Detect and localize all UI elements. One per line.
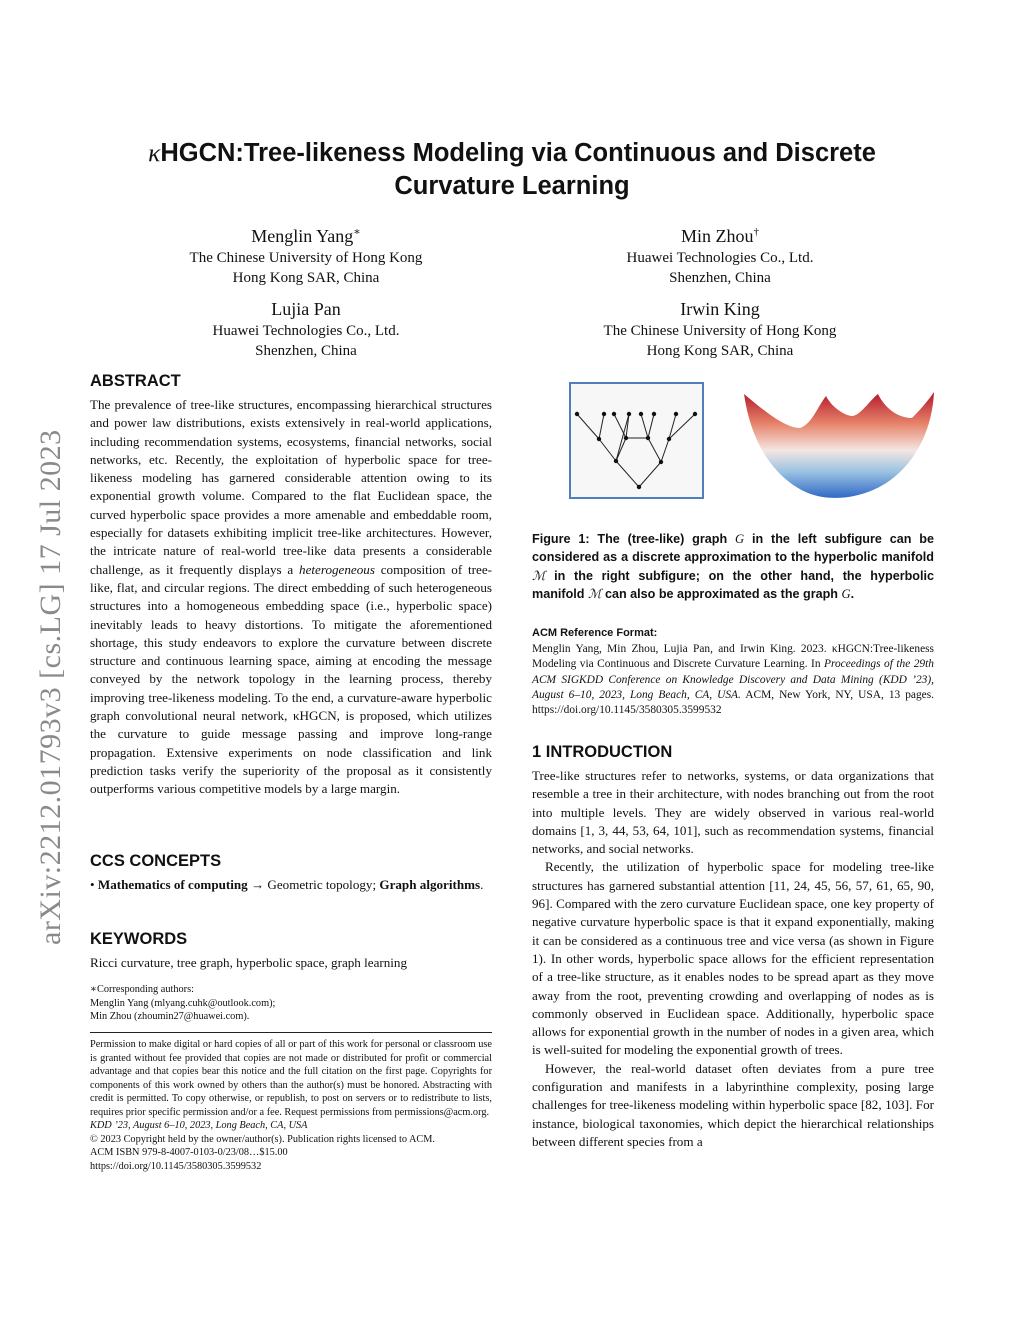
author-block <box>540 220 900 288</box>
author-affiliation: Huawei Technologies Co., Ltd. <box>212 323 400 339</box>
abstract-text-1: The prevalence of tree-like structures, encompassing hierarchical structures and power law distributions, exists extensively in real-world applications, including recommendation systems, ecosystems, financial networks, social networks, etc. Recently, the exploitation of hyperbolic space for tree-likeness modeling has garnered considerable attention owing to its exponential growth volume. Compared to the flat Euclidean space, the curved hyperbolic space provides a more amenable and embeddable room, especially for datasets exhibiting implicit tree-like architectures. However, the intricate nature of real-world tree-like data presents a considerable challenge, as it frequently displays a <box>90 397 492 577</box>
title-line2: Curvature Learning <box>394 172 630 200</box>
ccs-body <box>90 876 492 894</box>
ccs-term: Geometric topology; <box>267 877 377 892</box>
ccs-term: Mathematics of computing <box>97 877 248 892</box>
hyperbolic-manifold-figure <box>742 388 936 500</box>
acm-reference-text <box>532 642 934 718</box>
caption-symbol: ℳ <box>532 568 546 583</box>
caption-symbol: G <box>841 586 851 601</box>
abstract-text-2: composition of tree-like, flat, and circular regions. The direct embedding of such heterogeneous structures into a homogeneous embedding space (i.e., hyperbolic space) inevitably leads to heavy distortions. To mitigate the aforementioned shortage, this study endeavors to explore the curvature between discrete structure and continuous learning space, aiming at encoding the message conveyed by the network topology in the learning process, thereby improving tree-likeness modeling. To the end, a curvature-aware hyperbolic graph convolutional neural network, κHGCN, is proposed, which utilizes the curvature to guide message passing and improve long-range propagation. Extensive experiments on node classification and link prediction tasks verify the superiority of the proposal as it consistently outperforms various competitive models by a large margin. <box>90 561 492 797</box>
footnote-rule <box>90 1032 492 1033</box>
author-name: Lujia Pan <box>271 299 341 319</box>
caption-text: in the right subfigure; on the other hand, the hyperbolic manifold <box>532 568 934 601</box>
author-location: Shenzhen, China <box>255 343 357 359</box>
author-block <box>126 220 486 288</box>
copyright-line: © 2023 Copyright held by the owner/author(s). Publication rights licensed to ACM. <box>90 1133 436 1145</box>
author-name: Min Zhou <box>680 226 754 246</box>
keywords-body: Ricci curvature, tree graph, hyperbolic space, graph learning <box>90 955 408 970</box>
reference-text: ACM, New York, NY, USA, 13 pages. https://doi.org/10.1145/3580305.3599532 <box>532 688 935 717</box>
caption-text: Figure 1: The (tree-like) graph <box>532 532 736 546</box>
hyperbolic-surface-svg <box>742 388 936 500</box>
permission-block <box>90 1038 492 1173</box>
isbn-line: ACM ISBN 979-8-4007-0103-0/23/08…$15.00 <box>90 1147 288 1158</box>
author-block <box>126 297 486 361</box>
ccs-heading: CCS CONCEPTS <box>90 852 222 870</box>
author-name: Irwin King <box>680 299 760 319</box>
keywords-heading: KEYWORDS <box>90 930 188 948</box>
author-affiliation: The Chinese University of Hong Kong <box>189 250 423 266</box>
permission-text: Permission to make digital or hard copies of all or part of this work for personal or classroom use is granted without fee provided that copies are not made or distributed for profit or commercial advantage and that copies bear this notice and the full citation on the first page. Copyrights for components of this work owned by others than the author(s) must be honored. Abstracting with credit is permitted. To copy otherwise, or republish, to post on servers or to redistribute to lists, requires prior specific permission and/or a fee. Request permissions from permissions@acm.org. <box>90 1039 492 1118</box>
intro-paragraph: Tree-like structures refer to networks, systems, or data organizations that resemble a tree in their architecture, with nodes branching out from the root into multiple levels. They are widely observed in various real-world domains [1, 3, 44, 53, 64, 101], such as recommendation systems, financial networks, and social networks. <box>532 768 934 857</box>
intro-paragraph: Recently, the utilization of hyperbolic space for modeling tree-like structures has garnered substantial attention [11, 24, 45, 56, 57, 61, 65, 90, 96]. Compared with the zero curvature Euclidean space, one key property of negative curvature hyperbolic space is that it expand exponentially, making it can be considered as a continuous tree and vice versa (as shown in Figure 1). In other words, hyperbolic space allows for the efficient representation of a tree-like structure, as it enables nodes to be spread apart as they move away from the root, preventing crowding and overlapping of nodes as is commonly observed in Euclidean space. Additionally, hyperbolic space allows for exponential growth in the number of nodes in a given area, which is well-suited for modeling the exponential growth of trees. <box>532 859 934 1058</box>
venue-line: KDD ’23, August 6–10, 2023, Long Beach, CA, USA <box>90 1120 308 1131</box>
title-kappa: κ <box>148 138 161 167</box>
caption-symbol: ℳ <box>587 586 602 601</box>
intro-paragraph: However, the real-world dataset often deviates from a pure tree configuration and manifests in a labyrinthine complexity, posing large challenges for tree-likeness modeling within hyperbolic space [82, 103]. For instance, biological taxonomies, which depict the hierarchical relationships between different species from a <box>532 1060 934 1149</box>
introduction-body <box>532 767 934 1151</box>
caption-symbol: G <box>735 532 745 546</box>
abstract-heading: ABSTRACT <box>90 372 181 390</box>
abstract-emphasis: heterogeneous <box>299 561 375 577</box>
reference-text: Menglin Yang, Min Zhou, Lujia Pan, and Irwin King. 2023. κHGCN:Tree-likeness Modeling via Continuous and Discrete Curvature Learning. In <box>532 643 934 671</box>
tree-graph-figure <box>569 382 704 499</box>
footnote-line: Menglin Yang (mlyang.cuhk@outlook.com); <box>90 997 276 1009</box>
author-block <box>540 297 900 361</box>
author-location: Shenzhen, China <box>669 270 771 286</box>
reference-proceedings: Proceedings of the 29th ACM SIGKDD Conference on Knowledge Discovery and Data Mining (KDD ’23), August 6–10, 2023, Long Beach, CA, USA. <box>532 658 934 701</box>
ccs-term: Graph algorithms <box>379 877 481 892</box>
paper-title <box>80 136 944 203</box>
doi-line: https://doi.org/10.1145/3580305.3599532 <box>90 1160 262 1172</box>
author-affiliation: The Chinese University of Hong Kong <box>603 323 837 339</box>
author-affiliation: Huawei Technologies Co., Ltd. <box>626 250 814 266</box>
arxiv-stamp: arXiv:2212.01793v3 [cs.LG] 17 Jul 2023 <box>34 429 67 945</box>
footnote-line: Min Zhou (zhoumin27@huawei.com). <box>90 1011 250 1022</box>
introduction-heading: 1 INTRODUCTION <box>532 743 673 761</box>
author-name: Menglin Yang <box>251 226 354 246</box>
author-location: Hong Kong SAR, China <box>646 343 794 359</box>
caption-text: in the left subfigure can be considered as a discrete approximation to the hyperbolic manifold <box>532 532 934 565</box>
ccs-arrow: → <box>251 877 265 892</box>
figure-caption <box>532 530 934 603</box>
author-mark: † <box>753 226 759 238</box>
author-mark: ∗ <box>353 226 361 238</box>
ccs-bullet: • <box>90 877 95 892</box>
acm-reference-heading: ACM Reference Format: <box>532 627 658 639</box>
abstract-body <box>90 396 492 799</box>
caption-text: can also be approximated as the graph <box>601 586 842 601</box>
tree-graph-svg <box>571 384 702 497</box>
caption-text: . <box>850 586 855 601</box>
footnote-line: ∗Corresponding authors: <box>90 984 194 995</box>
title-line1: HGCN:Tree-likeness Modeling via Continuous and Discrete <box>160 139 876 167</box>
author-location: Hong Kong SAR, China <box>232 270 380 286</box>
ccs-end: . <box>480 877 484 892</box>
corresponding-footnote <box>90 983 492 1024</box>
